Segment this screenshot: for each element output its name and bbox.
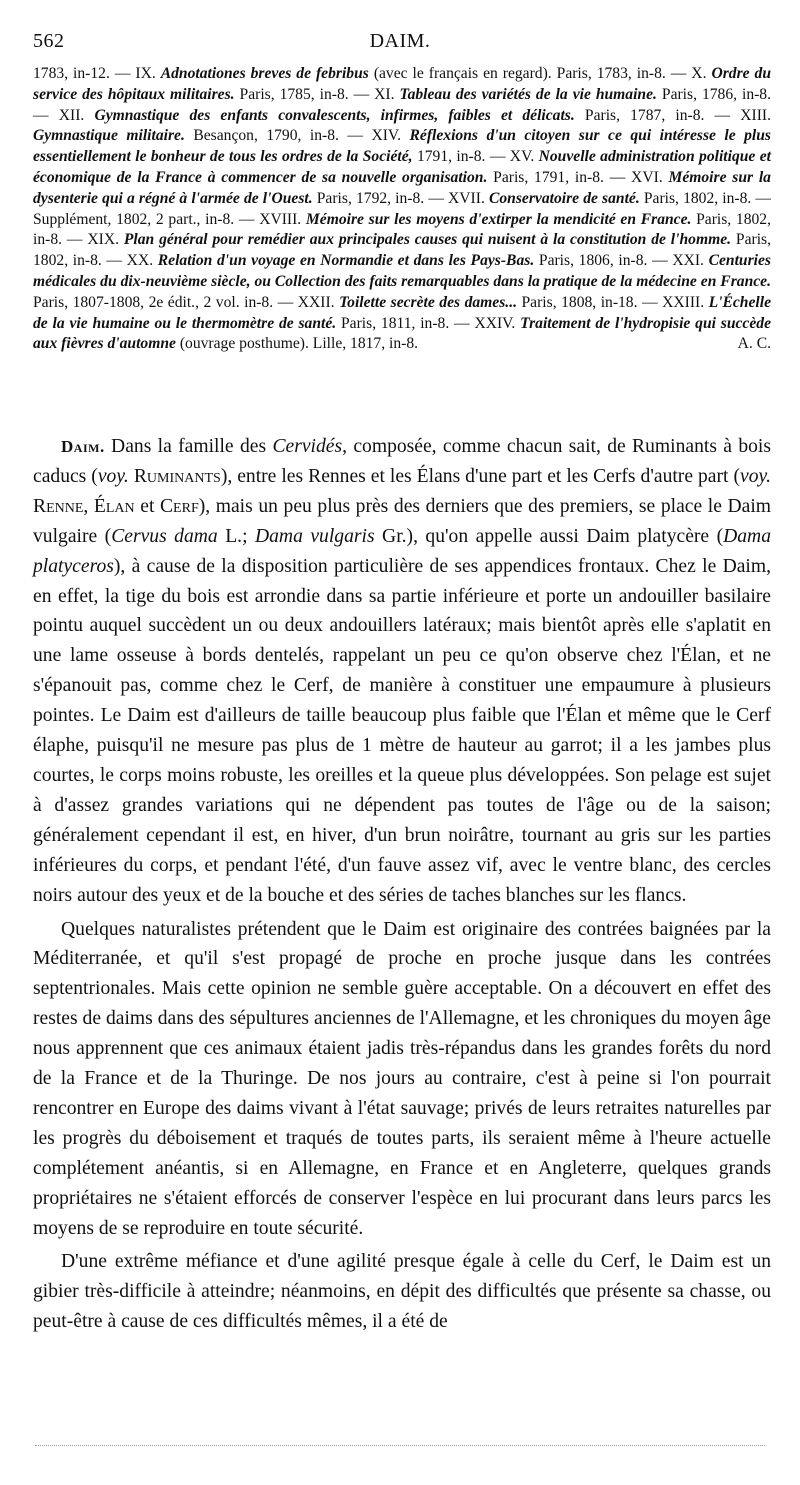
biblio-text: Paris, 1791, in-8. — XVI. (487, 168, 669, 186)
author-signature: A. C. (737, 335, 771, 353)
article-body (33, 432, 771, 1341)
species-name: Cervus dama (111, 525, 218, 547)
paragraph-text: et (134, 495, 160, 517)
biblio-text: Paris, 1786, in-8. — XII. (33, 85, 772, 124)
biblio-title: Toilette secrète des dames... (339, 293, 517, 311)
paragraph-text: ), mais un peu plus près des derniers que des premiers, se place le Daim vulgaire ( (33, 495, 772, 547)
biblio-title: Réflexions d'un citoyen sur ce qui intéresse le plus essentiellement le bonheur de tous les ordres de la Société, (33, 127, 772, 166)
biblio-text: 1783, in-12. — IX. (33, 65, 161, 82)
biblio-title: L'Échelle de la vie humaine ou le thermomètre de santé. (33, 293, 771, 332)
article-paragraph: D'une extrême méfiance et d'une agilité presque égale à celle du Cerf, le Daim est un gibier très-difficile à atteindre; néanmoins, en dépit des difficultés que présente sa chasse, ou peut-être à cause de ces difficultés mêmes, il a été de (33, 1251, 771, 1333)
biblio-title: Gymnastique militaire. (33, 127, 185, 145)
biblio-text: 1791, in-8. — XV. (412, 148, 539, 166)
paragraph-text: , (83, 495, 94, 517)
cross-reference: Renne (33, 495, 84, 517)
page-number: 562 (33, 30, 65, 52)
paragraph-text: , composée, comme chacun sait, de Ruminants à bois caducs ( (33, 436, 771, 487)
biblio-title: Nouvelle administration politique et économique de la France à commencer de sa nouvelle organisation. (33, 148, 771, 186)
biblio-text: Besançon, 1790, in-8. — XIV. (184, 127, 410, 145)
species-name: Dama platyceros (33, 525, 772, 577)
cross-reference-marker: voy. (97, 465, 129, 487)
biblio-title: Gymnastique des enfants convalescents, infirmes, faibles et délicats. (94, 106, 575, 124)
running-head: DAIM. (369, 30, 431, 52)
article-paragraph (33, 432, 771, 911)
biblio-text: Paris, 1806, in-8. — XXI. (534, 252, 709, 270)
footer-dotted-line (35, 1445, 765, 1448)
species-name: Dama vulgaris (254, 525, 375, 547)
biblio-title: Mémoire sur les moyens d'extirper la mendicité en France. (305, 210, 692, 228)
biblio-text: Paris, 1807-1808, 2e édit., 2 vol. in-8. — XXII. (33, 293, 340, 311)
biblio-title: Plan général pour remédier aux principales causes qui nuisent à la constitution de l'homme. (123, 231, 732, 249)
cross-reference: Ruminants (133, 465, 221, 487)
cross-reference: Cerf (159, 495, 199, 517)
bibliography-block (33, 64, 771, 355)
cross-reference-marker: voy. (740, 465, 772, 487)
biblio-text: Paris, 1802, in-8. — Supplément, 1802, 2 part., in-8. — XVIII. (33, 189, 772, 228)
paragraph-text: ), à cause de la disposition particulière de ses appendices frontaux. Chez le Daim, en effet, la tige du bois est arrondie dans sa partie inférieure et porte un andouiller basilaire pointu auquel succèdent un ou deux andouillers latéraux; mais bientôt après elle s'aplatit en une lame osseuse à bords dentelés, rappelant un peu ce qu'on observe chez l'Élan, et ne s'épanouit pas, comme chez le Cerf, de manière à constituer une empaumure à plusieurs pointes. Le Daim est d'ailleurs de taille beaucoup plus faible que l'Élan et même que le Cerf élaphe, puisqu'il ne mesure pas plus de 1 mètre de hauteur au garrot; il a les jambes plus courtes, le corps moins robuste, les oreilles et la queue plus développées. Son pelage est sujet à d'assez grandes variations qui ne dépendent pas toutes de l'âge ou de la saison; généralement cependant il est, en hiver, d'un brun noirâtre, tournant au gris sur les parties inférieures du corps, et pendant l'été, d'un fauve assez vif, avec le ventre blanc, des cercles noirs autour des yeux et de la bouche et des séries de taches blanches sur les flancs. (33, 555, 771, 906)
biblio-title: Relation d'un voyage en Normandie et dans les Pays-Bas. (157, 252, 535, 270)
biblio-title: Mémoire sur la dysenterie qui a régné à l'armée de l'Ouest. (33, 168, 771, 207)
paragraph-text: ), entre les Rennes et les Élans d'une part et les Cerfs d'autre part ( (220, 465, 740, 487)
article-paragraph: Quelques naturalistes prétendent que le Daim est originaire des contrées baignées par la Méditerranée, et qu'il s'est propagé de proche en proche jusque dans les contrées septentrionales. Mais cette opinion ne semble guère acceptable. On a découvert en effet des restes de daims dans des sépultures anciennes de l'Allemagne, et les chroniques du moyen âge nous apprennent que ces animaux étaient jadis très-répandus dans les grandes forêts du nord de la France et de la Thuringe. De nos jours au contraire, c'est à peine si l'on pourrait rencontrer en Europe des daims vivant à l'état sauvage; privés de leurs retraites naturelles par les progrès du déboisement et traqués de toutes parts, ils seraient même à l'heure actuelle complétement anéantis, si en Allemagne, en France et en Angleterre, quelques grands propriétaires ne s'étaient efforcés de conserver l'espèce en lui procurant dans leurs parcs les moyens de se reproduire en toute sécurité. (33, 918, 771, 1239)
paragraph-text: Gr.), qu'on appelle aussi Daim platycère ( (374, 525, 724, 547)
biblio-title: Tableau des variétés de la vie humaine. (399, 85, 657, 103)
biblio-title: Centuries médicales du dix-neuvième siècle, ou Collection des faits remarquables dans la pratique de la médecine en France. (33, 252, 771, 290)
biblio-text: Paris, 1808, in-18. — XXIII. (517, 293, 709, 311)
paragraph-text: Dans la famille des (104, 436, 273, 457)
biblio-title: Ordre du service des hôpitaux militaires. (33, 65, 772, 103)
biblio-text: Paris, 1802, in-8. — XIX. (33, 210, 771, 249)
biblio-text: Paris, 1792, in-8. — XVII. (312, 189, 489, 207)
biblio-title: Adnotationes breves de febribus (160, 65, 369, 82)
biblio-text: Paris, 1785, in-8. — XI. (234, 85, 400, 103)
paragraph-text: L.; (217, 525, 255, 547)
biblio-text: Paris, 1811, in-8. — XXIV. (336, 314, 521, 332)
emphasis-text: Cervidés (272, 436, 343, 457)
biblio-title: Conservatoire de santé. (488, 189, 640, 207)
cross-reference: Élan (93, 495, 135, 517)
biblio-text: (ouvrage posthume). Lille, 1817, in-8. (175, 335, 419, 353)
biblio-text: Paris, 1802, in-8. — XX. (33, 231, 771, 270)
biblio-text: (avec le français en regard). Paris, 1783, in-8. — X. (368, 65, 712, 82)
page-header (30, 30, 770, 58)
article-headword: Daim. (61, 437, 105, 456)
biblio-text: Paris, 1787, in-8. — XIII. (574, 106, 772, 124)
biblio-title: Traitement de l'hydropisie qui succède aux fièvres d'automne (33, 314, 771, 353)
